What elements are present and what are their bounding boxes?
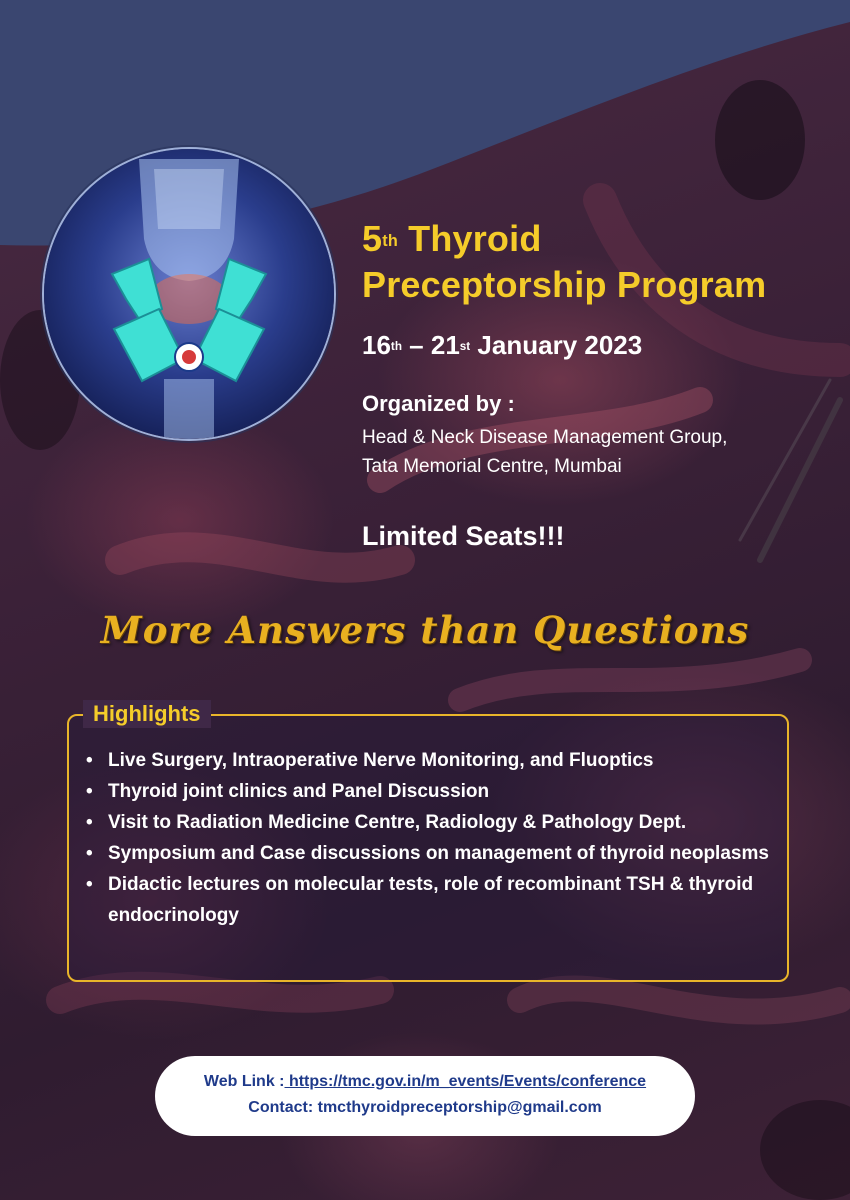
- list-item: • Symposium and Case discussions on management of thyroid neoplasms: [86, 838, 776, 869]
- start-day-suffix: th: [390, 340, 402, 353]
- title-line2: Preceptorship Program: [362, 264, 767, 305]
- web-link-label: Web Link :: [203, 1073, 285, 1090]
- organizer-line-1: Head & Neck Disease Management Group,: [362, 427, 728, 448]
- program-dates: [362, 328, 642, 362]
- program-logo: [42, 147, 336, 441]
- month-year: January 2023: [470, 330, 643, 360]
- highlights-list: [86, 745, 776, 931]
- list-item: • Live Surgery, Intraoperative Nerve Monitoring, and Fluoptics: [86, 745, 776, 776]
- date-separator: –: [401, 330, 431, 360]
- contact-email[interactable]: Contact: tmcthyroidpreceptorship@gmail.com: [248, 1099, 602, 1116]
- organizer-label: Organized by :: [362, 391, 515, 416]
- web-link-line: [155, 1071, 695, 1093]
- title-line1-rest: Thyroid: [397, 218, 542, 259]
- end-day: 21: [430, 330, 460, 360]
- thyroid-logo-icon: [44, 149, 334, 439]
- organizer-line-2: Tata Memorial Centre, Mumbai: [362, 456, 622, 477]
- highlights-heading: Highlights: [83, 700, 211, 728]
- web-link[interactable]: https://tmc.gov.in/m_events/Events/conference: [284, 1073, 647, 1090]
- list-item: • Visit to Radiation Medicine Centre, Radiology & Pathology Dept.: [86, 807, 776, 838]
- limited-seats-notice: Limited Seats!!!: [362, 521, 565, 551]
- contact-panel: [155, 1056, 695, 1136]
- title-ordinal-suffix: th: [382, 232, 398, 250]
- title-number: 5: [362, 218, 383, 259]
- end-day-suffix: st: [459, 340, 471, 353]
- tagline: More Answers than Questions: [100, 608, 750, 652]
- list-item: • Didactic lectures on molecular tests, role of recombinant TSH & thyroid endocrinology: [86, 869, 776, 931]
- list-item: • Thyroid joint clinics and Panel Discussion: [86, 776, 776, 807]
- start-day: 16: [362, 330, 391, 360]
- page-title: [362, 216, 766, 308]
